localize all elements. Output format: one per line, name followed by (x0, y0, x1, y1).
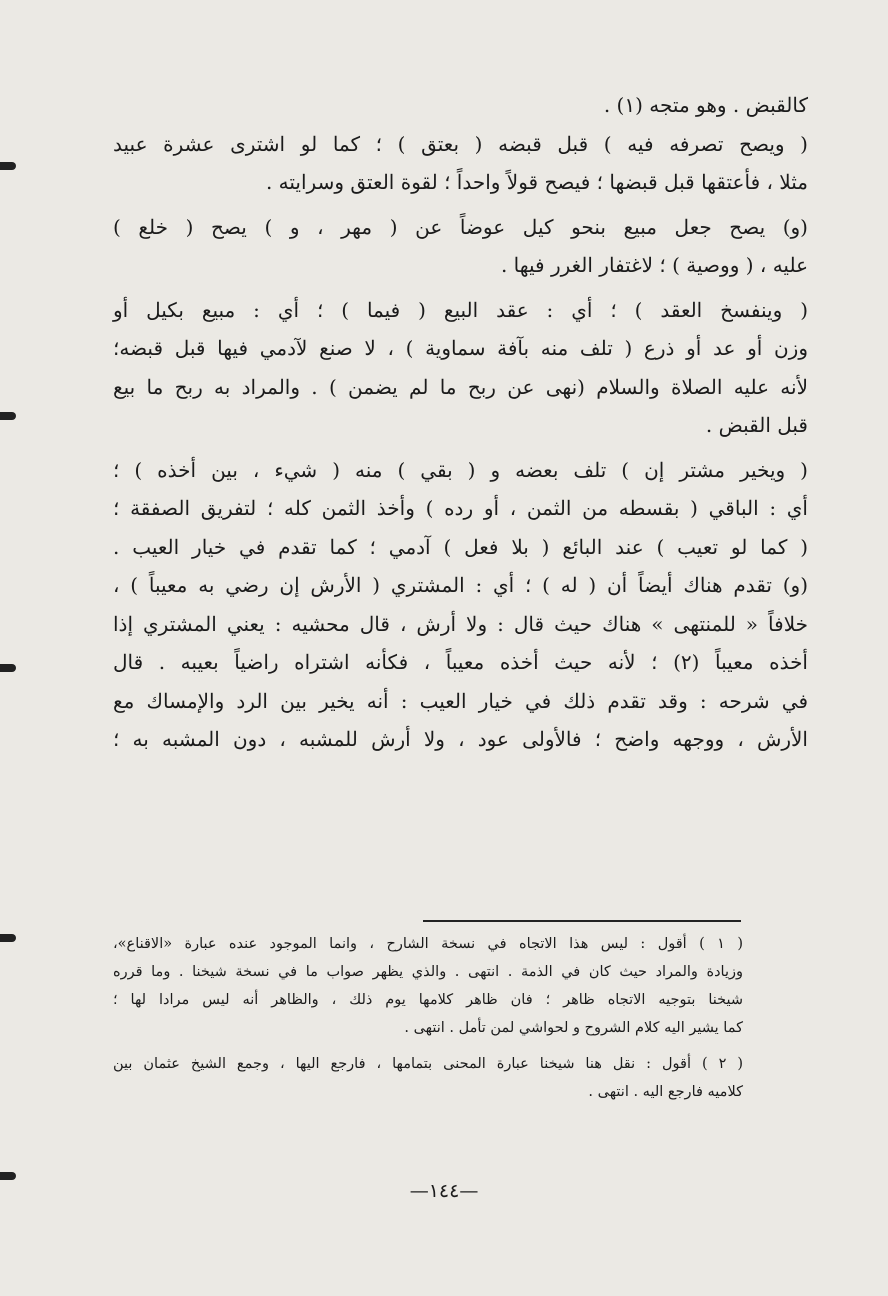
binding-mark (0, 664, 16, 672)
footnote-line: كما يشير اليه كلام الشروح و لحواشي لمن تأمل . انتهى . (404, 1020, 743, 1036)
text-line: وزن أو عد أو ذرع ( تلف منه بآفة سماوية ) ، لا صنع لآدمي فيها قبل قبضه؛ (113, 336, 808, 360)
footnote-line: شيخنا بتوجيه الاتجاه ظاهر ؛ فان ظاهر كلامها يوم ذلك ، والظاهر أنه ليس مرادا لها ؛ (113, 992, 743, 1008)
text-line: ( وينفسخ العقد ) ؛ أي : عقد البيع ( فيما ) ؛ أي : مبيع بكيل أو (113, 297, 808, 322)
text-line: خلافاً « للمنتهى » هناك حيث قال : ولا أرش ، قال محشيه : يعني المشتري إذا (113, 611, 808, 636)
footnote-separator (423, 920, 741, 922)
text-line: الأرش ، ووجهه واضح ؛ فالأولى عود ، ولا أرش للمشبه ، دون المشبه به ؛ (113, 727, 808, 751)
footnote-line: وزيادة والمراد حيث كان في الذمة . انتهى . والذي يظهر صواب ما في نسخة شيخنا . وما قرره (113, 964, 743, 980)
text-line: (و) يصح جعل مبيع بنحو كيل عوضاً عن ( مهر ، و ) يصح ( خلع ) (113, 214, 808, 239)
text-line: مثلا ، فأعتقها قبل قبضها ؛ فيصح قولاً واحداً ؛ لقوة العتق وسرايته . (265, 170, 808, 194)
text-line: لأنه عليه الصلاة والسلام (نهى عن ربح ما لم يضمن ) . والمراد به ربح ما بيع (113, 374, 808, 399)
page-number: —١٤٤— (409, 1180, 479, 1202)
binding-mark (0, 412, 16, 420)
binding-mark (0, 1172, 16, 1180)
text-line: ( كما لو تعيب ) عند البائع ( بلا فعل ) آدمي ؛ كما تقدم في خيار العيب . (113, 534, 808, 559)
footnote-line: كلاميه فارجع اليه . انتهى . (588, 1084, 743, 1100)
text-line: أخذه معيباً (٢) ؛ لأنه حيث أخذه معيباً ، فكأنه اشتراه راضياً بعيبه . قال (113, 650, 808, 674)
text-line: في شرحه : وقد تقدم ذلك في خيار العيب : أنه يخير بين الرد والإمساك مع (113, 688, 808, 713)
footnote-line: ( ١ ) أقول : ليس هذا الاتجاه في نسخة الشارح ، وانما الموجود عنده عبارة «الاقناع»، (113, 936, 743, 952)
text-line: أي : الباقي ( بقسطه من الثمن ، أو رده ) وأخذ الثمن كله ؛ لتفريق الصفقة ؛ (113, 496, 808, 520)
footnote-line: ( ٢ ) أقول : نقل هنا شيخنا عبارة المحنى بتمامها ، فارجع اليها ، وجمع الشيخ عثمان بين (113, 1056, 743, 1072)
text-line: ( ويصح تصرفه فيه ) قبل قبضه ( بعتق ) ؛ كما لو اشترى عشرة عبيد (113, 131, 808, 156)
binding-mark (0, 162, 16, 170)
text-line: (و) تقدم هناك أيضاً أن ( له ) ؛ أي : المشتري ( الأرش إن رضي به معيباً ) ، (113, 573, 808, 597)
text-line: عليه ، ( ووصية ) ؛ لاغتفار الغرر فيها . (500, 253, 808, 277)
text-line: ( ويخير مشتر إن ) تلف بعضه و ( بقي ) منه ( شيء ، بين أخذه ) ؛ (113, 457, 808, 482)
text-line: كالقبض . وهو متجه (١) . (603, 93, 808, 117)
footnotes (113, 930, 743, 1106)
text-line: قبل القبض . (705, 413, 808, 437)
main-text (113, 86, 808, 759)
binding-mark (0, 934, 16, 942)
